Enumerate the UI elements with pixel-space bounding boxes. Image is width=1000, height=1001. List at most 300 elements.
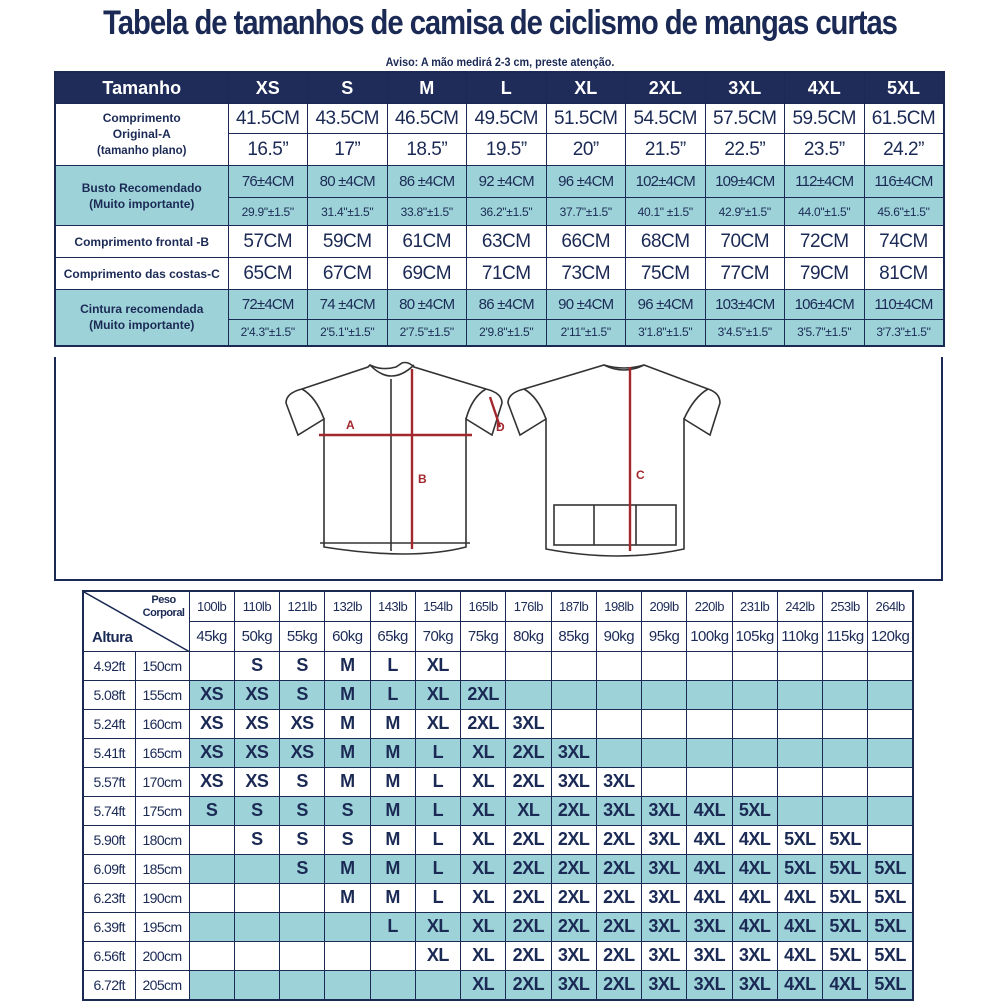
fit-row — [83, 767, 913, 796]
fit-size-cell — [777, 796, 822, 825]
fit-size-cell: 2XL — [461, 680, 506, 709]
length-cm-cell: 59.5CM — [785, 104, 865, 134]
fit-size-cell: 5XL — [868, 970, 913, 1000]
front-length-label: Comprimento frontal -B — [55, 226, 228, 258]
back-cm-cell: 65CM — [228, 258, 308, 290]
weight-kg-cell: 105kg — [732, 621, 777, 651]
fit-size-cell: 2XL — [506, 912, 551, 941]
fit-size-cell: XL — [415, 709, 460, 738]
weight-kg-cell: 65kg — [370, 621, 415, 651]
fit-size-cell: 4XL — [777, 912, 822, 941]
fit-size-cell — [823, 796, 868, 825]
fit-size-cell: 5XL — [823, 854, 868, 883]
fit-row — [83, 796, 913, 825]
fit-size-cell — [596, 680, 641, 709]
fit-size-cell — [189, 970, 234, 1000]
waist-cm-cell: 74 ±4CM — [308, 290, 388, 320]
height-cm-cell: 185cm — [135, 854, 189, 883]
fit-size-cell: M — [370, 767, 415, 796]
weight-kg-cell: 110kg — [777, 621, 822, 651]
fit-size-cell: 2XL — [551, 912, 596, 941]
height-cm-cell: 195cm — [135, 912, 189, 941]
fit-size-cell: 4XL — [732, 854, 777, 883]
back-cm-cell: 75CM — [626, 258, 706, 290]
length-label-line: Original-A — [112, 127, 171, 141]
fit-size-cell: 5XL — [823, 883, 868, 912]
fit-size-cell: S — [280, 767, 325, 796]
weight-lb-cell: 100lb — [189, 591, 234, 621]
weight-kg-cell: 90kg — [596, 621, 641, 651]
height-ft-cell: 5.74ft — [83, 796, 135, 825]
weight-lb-cell: 253lb — [823, 591, 868, 621]
fit-size-cell: L — [370, 651, 415, 680]
fit-size-cell: 4XL — [777, 883, 822, 912]
length-inch-cell: 22.5” — [705, 134, 785, 166]
fit-size-cell: 3XL — [551, 941, 596, 970]
waist-cm-cell: 106±4CM — [785, 290, 865, 320]
height-cm-cell: 200cm — [135, 941, 189, 970]
bust-inch-cell: 36.2"±1.5" — [467, 198, 547, 226]
length-cm-cell: 61.5CM — [864, 104, 944, 134]
jersey-front — [286, 363, 502, 555]
height-ft-cell: 5.90ft — [83, 825, 135, 854]
fit-corner — [83, 591, 189, 651]
weight-lb-row — [83, 591, 913, 621]
fit-size-cell — [868, 738, 913, 767]
back-cm-cell: 67CM — [308, 258, 388, 290]
marker-c-label: C — [636, 468, 645, 482]
height-cm-cell: 205cm — [135, 970, 189, 1000]
back-length-label: Comprimento das costas-C — [55, 258, 228, 290]
fit-size-cell — [823, 709, 868, 738]
fit-size-cell: XL — [461, 738, 506, 767]
size-chart-table — [54, 71, 945, 347]
weight-kg-cell: 75kg — [461, 621, 506, 651]
fit-size-cell: M — [370, 709, 415, 738]
jersey-back — [508, 365, 720, 556]
fit-size-cell: 5XL — [868, 883, 913, 912]
fit-size-cell — [732, 651, 777, 680]
fit-size-cell: 3XL — [642, 970, 687, 1000]
fit-size-cell: S — [280, 680, 325, 709]
fit-size-cell — [868, 680, 913, 709]
weight-kg-row — [83, 621, 913, 651]
fit-size-cell: L — [415, 796, 460, 825]
fit-size-cell: 2XL — [551, 854, 596, 883]
fit-size-cell — [823, 738, 868, 767]
fit-size-cell — [596, 738, 641, 767]
fit-size-cell: 3XL — [642, 941, 687, 970]
fit-size-cell: 2XL — [596, 825, 641, 854]
fit-size-cell: XL — [506, 796, 551, 825]
fit-size-cell: 2XL — [596, 883, 641, 912]
waist-cm-row — [55, 290, 944, 320]
bust-inch-cell: 45.6"±1.5" — [864, 198, 944, 226]
measure-markers — [319, 367, 630, 551]
height-ft-cell: 4.92ft — [83, 651, 135, 680]
waist-label-line: (Muito importante) — [89, 318, 195, 333]
size-header-cell: 4XL — [785, 72, 865, 104]
fit-size-cell — [823, 680, 868, 709]
size-header-cell: S — [308, 72, 388, 104]
fit-size-cell: M — [370, 738, 415, 767]
size-header-cell: 3XL — [705, 72, 785, 104]
fit-size-cell: S — [280, 825, 325, 854]
height-ft-cell: 5.08ft — [83, 680, 135, 709]
fit-size-cell: 4XL — [732, 825, 777, 854]
fit-size-cell — [868, 796, 913, 825]
waist-inch-cell: 3'5.7"±1.5" — [785, 320, 865, 346]
fit-size-cell — [642, 738, 687, 767]
fit-size-cell: 2XL — [506, 767, 551, 796]
weight-label-line: Corporal — [142, 607, 185, 620]
fit-size-cell — [868, 767, 913, 796]
fit-size-cell: XS — [234, 738, 279, 767]
fit-size-cell: XL — [415, 651, 460, 680]
fit-size-cell — [777, 767, 822, 796]
fit-size-cell: 3XL — [551, 970, 596, 1000]
size-header-cell: XL — [546, 72, 626, 104]
fit-size-cell: 2XL — [596, 970, 641, 1000]
front-cm-cell: 70CM — [705, 226, 785, 258]
fit-size-cell — [596, 651, 641, 680]
bust-inch-cell: 33.8"±1.5" — [387, 198, 467, 226]
fit-size-cell: 3XL — [551, 767, 596, 796]
waist-cm-cell: 80 ±4CM — [387, 290, 467, 320]
jersey-illustration — [54, 357, 943, 581]
fit-size-cell — [823, 651, 868, 680]
weight-kg-cell: 70kg — [415, 621, 460, 651]
bust-cm-cell: 92 ±4CM — [467, 166, 547, 198]
back-length-row — [55, 258, 944, 290]
fit-size-cell — [325, 912, 370, 941]
size-header-row — [55, 72, 944, 104]
height-ft-cell: 5.41ft — [83, 738, 135, 767]
fit-size-cell — [280, 970, 325, 1000]
bust-cm-row — [55, 166, 944, 198]
weight-lb-cell: 176lb — [506, 591, 551, 621]
fit-size-cell — [687, 680, 732, 709]
height-cm-cell: 180cm — [135, 825, 189, 854]
fit-row — [83, 738, 913, 767]
fit-size-cell — [280, 912, 325, 941]
weight-kg-cell: 50kg — [234, 621, 279, 651]
fit-size-cell: L — [415, 854, 460, 883]
fit-size-cell: 3XL — [732, 941, 777, 970]
weight-kg-cell: 45kg — [189, 621, 234, 651]
weight-lb-cell: 165lb — [461, 591, 506, 621]
length-cm-cell: 49.5CM — [467, 104, 547, 134]
fit-size-cell: 4XL — [687, 796, 732, 825]
fit-size-cell: M — [370, 883, 415, 912]
fit-row — [83, 883, 913, 912]
fit-size-cell: L — [415, 883, 460, 912]
fit-size-cell: 3XL — [642, 796, 687, 825]
fit-size-cell: S — [325, 796, 370, 825]
fit-size-cell: M — [370, 825, 415, 854]
fit-size-cell — [823, 767, 868, 796]
fit-size-cell: 5XL — [777, 854, 822, 883]
bust-inch-cell: 44.0"±1.5" — [785, 198, 865, 226]
front-cm-cell: 66CM — [546, 226, 626, 258]
fit-size-cell — [732, 738, 777, 767]
fit-size-cell — [777, 709, 822, 738]
fit-size-cell: XL — [461, 767, 506, 796]
weight-lb-cell: 187lb — [551, 591, 596, 621]
fit-size-cell: 4XL — [823, 970, 868, 1000]
height-cm-cell: 160cm — [135, 709, 189, 738]
fit-size-cell — [506, 680, 551, 709]
fit-size-cell: S — [280, 796, 325, 825]
fit-size-cell — [189, 883, 234, 912]
bust-inch-cell: 31.4"±1.5" — [308, 198, 388, 226]
height-axis-label: Altura — [92, 629, 133, 647]
weight-lb-cell: 132lb — [325, 591, 370, 621]
fit-row — [83, 709, 913, 738]
fit-size-cell: S — [280, 651, 325, 680]
length-label-line: Comprimento — [102, 111, 181, 125]
waist-inch-cell: 2'9.8"±1.5" — [467, 320, 547, 346]
marker-a-label: A — [346, 418, 355, 432]
weight-kg-cell: 115kg — [823, 621, 868, 651]
bust-inch-cell: 42.9"±1.5" — [705, 198, 785, 226]
fit-size-cell: 4XL — [732, 912, 777, 941]
fit-size-cell: 4XL — [777, 941, 822, 970]
length-inch-cell: 21.5” — [626, 134, 706, 166]
fit-size-cell — [461, 651, 506, 680]
fit-size-cell: 3XL — [642, 912, 687, 941]
fit-size-cell — [325, 941, 370, 970]
fit-size-cell — [687, 651, 732, 680]
weight-lb-cell: 143lb — [370, 591, 415, 621]
fit-size-cell: 3XL — [687, 912, 732, 941]
fit-size-cell: 2XL — [506, 883, 551, 912]
fit-size-cell: 3XL — [596, 767, 641, 796]
fit-size-cell — [189, 912, 234, 941]
waist-cm-cell: 110±4CM — [864, 290, 944, 320]
fit-size-cell: L — [370, 912, 415, 941]
back-cm-cell: 71CM — [467, 258, 547, 290]
fit-size-cell — [642, 709, 687, 738]
fit-size-cell: XS — [189, 767, 234, 796]
length-cm-cell: 41.5CM — [228, 104, 308, 134]
fit-size-cell: 3XL — [687, 970, 732, 1000]
fit-size-cell — [596, 709, 641, 738]
fit-size-cell: S — [234, 825, 279, 854]
jersey-drawings — [56, 357, 941, 579]
fit-size-cell — [868, 709, 913, 738]
fit-size-cell: XS — [189, 738, 234, 767]
front-cm-cell: 74CM — [864, 226, 944, 258]
fit-size-cell: 5XL — [868, 912, 913, 941]
fit-size-cell: 5XL — [823, 912, 868, 941]
fit-size-cell: 4XL — [732, 883, 777, 912]
length-inch-cell: 19.5” — [467, 134, 547, 166]
waist-inch-cell: 2'7.5"±1.5" — [387, 320, 467, 346]
fit-size-cell: XL — [415, 941, 460, 970]
bust-inch-cell: 37.7"±1.5" — [546, 198, 626, 226]
weight-lb-cell: 264lb — [868, 591, 913, 621]
fit-size-cell: S — [189, 796, 234, 825]
bust-cm-cell: 109±4CM — [705, 166, 785, 198]
fit-size-cell — [868, 651, 913, 680]
fit-size-cell: 5XL — [823, 941, 868, 970]
front-cm-cell: 57CM — [228, 226, 308, 258]
front-cm-cell: 72CM — [785, 226, 865, 258]
fit-size-cell: M — [325, 709, 370, 738]
waist-inch-cell: 2'11"±1.5" — [546, 320, 626, 346]
fit-size-cell: 2XL — [551, 825, 596, 854]
bust-label-line: (Muito importante) — [89, 196, 195, 211]
height-ft-cell: 6.39ft — [83, 912, 135, 941]
fit-size-cell — [732, 680, 777, 709]
length-label-line: (tamanho plano) — [97, 145, 187, 157]
weight-kg-cell: 80kg — [506, 621, 551, 651]
fit-size-cell — [687, 767, 732, 796]
bust-cm-cell: 86 ±4CM — [387, 166, 467, 198]
fit-size-cell — [370, 941, 415, 970]
fit-size-cell — [415, 970, 460, 1000]
front-length-row — [55, 226, 944, 258]
size-header-cell: M — [387, 72, 467, 104]
fit-size-cell: M — [325, 680, 370, 709]
length-inch-cell: 17” — [308, 134, 388, 166]
back-cm-cell: 73CM — [546, 258, 626, 290]
fit-size-cell: 2XL — [551, 883, 596, 912]
fit-size-cell: 4XL — [687, 825, 732, 854]
weight-lb-cell: 209lb — [642, 591, 687, 621]
height-cm-cell: 150cm — [135, 651, 189, 680]
fit-size-cell — [234, 854, 279, 883]
length-cm-cell: 54.5CM — [626, 104, 706, 134]
fit-size-cell: 5XL — [823, 825, 868, 854]
fit-size-cell — [506, 651, 551, 680]
fit-size-cell — [732, 767, 777, 796]
fit-size-cell — [732, 709, 777, 738]
fit-size-cell: 2XL — [506, 941, 551, 970]
fit-size-cell — [777, 680, 822, 709]
fit-size-cell: 4XL — [687, 854, 732, 883]
length-inch-cell: 24.2” — [864, 134, 944, 166]
height-ft-cell: 5.57ft — [83, 767, 135, 796]
height-ft-cell: 6.09ft — [83, 854, 135, 883]
waist-cm-cell: 90 ±4CM — [546, 290, 626, 320]
fit-size-cell — [189, 651, 234, 680]
fit-size-cell: XS — [189, 709, 234, 738]
waist-cm-cell: 86 ±4CM — [467, 290, 547, 320]
weight-kg-cell: 100kg — [687, 621, 732, 651]
fit-row — [83, 941, 913, 970]
front-cm-cell: 63CM — [467, 226, 547, 258]
waist-inch-cell: 3'4.5"±1.5" — [705, 320, 785, 346]
fit-size-cell: 3XL — [642, 854, 687, 883]
fit-size-cell — [234, 970, 279, 1000]
bust-cm-cell: 80 ±4CM — [308, 166, 388, 198]
fit-size-cell: M — [325, 883, 370, 912]
bust-label — [55, 166, 228, 226]
weight-kg-cell: 85kg — [551, 621, 596, 651]
fit-size-cell: 5XL — [732, 796, 777, 825]
fit-size-cell — [777, 651, 822, 680]
size-header-cell: XS — [228, 72, 308, 104]
fit-size-cell: S — [280, 854, 325, 883]
fit-row — [83, 825, 913, 854]
height-cm-cell: 190cm — [135, 883, 189, 912]
bust-label-line: Busto Recomendado — [81, 180, 202, 195]
fit-size-cell: XL — [415, 912, 460, 941]
length-label — [55, 104, 228, 166]
fit-size-cell: XS — [280, 709, 325, 738]
fit-size-cell: 3XL — [642, 825, 687, 854]
fit-size-cell — [642, 651, 687, 680]
length-cm-row — [55, 104, 944, 134]
fit-size-cell — [777, 738, 822, 767]
fit-size-cell: XS — [189, 680, 234, 709]
height-ft-cell: 6.23ft — [83, 883, 135, 912]
fit-size-cell: 3XL — [596, 796, 641, 825]
length-cm-cell: 43.5CM — [308, 104, 388, 134]
bust-cm-cell: 116±4CM — [864, 166, 944, 198]
fit-size-cell: 5XL — [868, 941, 913, 970]
fit-size-cell — [642, 680, 687, 709]
notice-text: Aviso: A mão medirá 2-3 cm, preste atenção. — [385, 55, 615, 69]
page-title: Tabela de tamanhos de camisa de ciclismo de mangas curtas — [103, 4, 897, 42]
fit-chart-table — [82, 590, 914, 1001]
fit-size-cell — [189, 941, 234, 970]
height-cm-cell: 165cm — [135, 738, 189, 767]
fit-size-cell: 2XL — [506, 825, 551, 854]
fit-size-cell: L — [370, 680, 415, 709]
weight-lb-cell: 220lb — [687, 591, 732, 621]
fit-size-cell — [189, 825, 234, 854]
back-cm-cell: 77CM — [705, 258, 785, 290]
fit-size-cell — [551, 651, 596, 680]
fit-size-cell: M — [370, 796, 415, 825]
fit-row — [83, 912, 913, 941]
front-cm-cell: 68CM — [626, 226, 706, 258]
waist-inch-cell: 3'1.8"±1.5" — [626, 320, 706, 346]
height-cm-cell: 155cm — [135, 680, 189, 709]
fit-size-cell: 4XL — [687, 883, 732, 912]
fit-size-cell: M — [325, 651, 370, 680]
size-header-label: Tamanho — [55, 72, 228, 104]
weight-lb-cell: 110lb — [234, 591, 279, 621]
fit-size-cell — [868, 825, 913, 854]
fit-size-cell: XL — [461, 796, 506, 825]
height-cm-cell: 170cm — [135, 767, 189, 796]
waist-inch-cell: 2'5.1"±1.5" — [308, 320, 388, 346]
fit-size-cell: 3XL — [732, 970, 777, 1000]
fit-size-cell: 2XL — [506, 970, 551, 1000]
length-inch-cell: 16.5” — [228, 134, 308, 166]
waist-cm-cell: 103±4CM — [705, 290, 785, 320]
size-header-cell: 2XL — [626, 72, 706, 104]
fit-size-cell: XL — [461, 970, 506, 1000]
waist-cm-cell: 96 ±4CM — [626, 290, 706, 320]
marker-d-label: D — [496, 420, 505, 434]
fit-size-cell: 2XL — [596, 854, 641, 883]
height-cm-cell: 175cm — [135, 796, 189, 825]
fit-size-cell — [280, 883, 325, 912]
fit-size-cell: XL — [415, 680, 460, 709]
fit-size-cell: M — [325, 854, 370, 883]
fit-size-cell: L — [415, 767, 460, 796]
fit-size-cell: XL — [461, 854, 506, 883]
fit-size-cell: 3XL — [506, 709, 551, 738]
back-cm-cell: 79CM — [785, 258, 865, 290]
height-ft-cell: 6.56ft — [83, 941, 135, 970]
weight-lb-cell: 242lb — [777, 591, 822, 621]
